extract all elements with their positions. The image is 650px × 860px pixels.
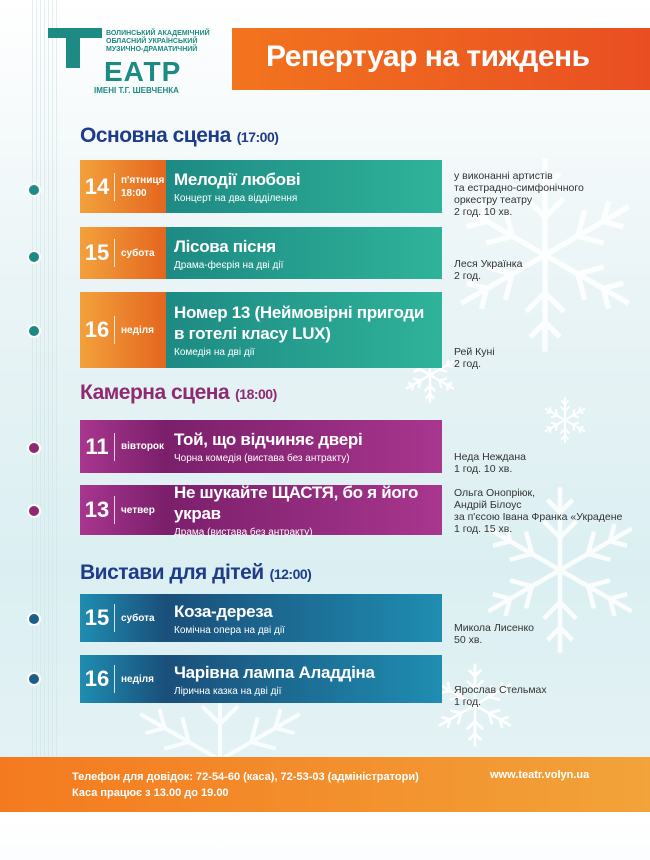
day-number: 15: [84, 240, 110, 265]
website-link[interactable]: www.teatr.volyn.ua: [490, 769, 590, 781]
timeline-dot: [27, 183, 41, 197]
logo-small-text: ВОЛИНСЬКИЙ АКАДЕМІЧНИЙ ОБЛАСНИЙ УКРАЇНСЬКИЙ МУЗИЧНО-ДРАМАТИЧНИЙ: [106, 30, 210, 53]
header: [0, 0, 650, 115]
show-info: [166, 594, 442, 642]
section-time: (18:00): [235, 386, 277, 402]
show-author: Ольга Онопріюк, Андрій Білоус за п'єсою Івана Франка «Украдене 1 год. 15 хв.: [454, 487, 623, 535]
show-title: Чарівна лампа Аладдіна: [174, 662, 375, 682]
page-title: Репертуар на тиждень: [266, 40, 590, 73]
day-number: 14: [84, 173, 110, 199]
show-time: 18:00: [121, 187, 147, 199]
show-title: Той, що відчиняє двері: [174, 430, 363, 449]
title-banner: [232, 28, 650, 90]
show-date: [80, 292, 166, 368]
day-name: п'ятниця 18:00: [121, 174, 165, 199]
show-genre: Лірична казка на дві дії: [174, 685, 282, 697]
section-title-kids: [80, 561, 311, 585]
show-info: [166, 420, 442, 473]
timeline-dot: [27, 441, 41, 455]
timeline-dot: [27, 612, 41, 626]
day-number: 16: [84, 317, 110, 342]
show-row[interactable]: [80, 594, 442, 642]
show-author: Микола Лисенко 50 хв.: [454, 622, 535, 646]
show-genre: Комедія на дві дії: [174, 347, 255, 358]
show-author: Рей Куні 2 год.: [454, 346, 495, 370]
show-genre: Драма (вистава без антракту): [174, 527, 313, 538]
snowflake-icon: [540, 395, 590, 445]
phone-text: Телефон для довідок: 72-54-60 (каса), 72-53-03 (адміністратори): [72, 771, 419, 783]
show-date: [80, 485, 166, 535]
show-row[interactable]: [80, 483, 442, 538]
day-number: 11: [85, 433, 109, 459]
show-info: [166, 227, 442, 279]
box-office-hours: Каса працює з 13.00 до 19.00: [72, 787, 229, 799]
show-info: [166, 655, 442, 703]
show-info: [166, 160, 442, 213]
show-title: Лісова пісня: [174, 236, 276, 256]
section-name: Камерна сцена: [80, 381, 230, 404]
show-date: [80, 655, 166, 703]
day-number: 13: [84, 497, 110, 522]
show-author: Неда Нежданa 1 год. 10 хв.: [454, 451, 527, 475]
section-title-chamber-stage: [80, 381, 277, 405]
logo-big-text: ЕАТР: [104, 56, 182, 87]
footer: [0, 757, 650, 812]
section-time: (17:00): [236, 129, 279, 145]
show-genre: Драма-феєрія на дві дії: [174, 259, 284, 271]
show-date: [80, 160, 166, 213]
show-date: [80, 420, 166, 473]
section-title-main-stage: [80, 124, 278, 148]
show-row[interactable]: [80, 420, 442, 473]
show-row[interactable]: [80, 160, 442, 213]
timeline-dot: [27, 250, 41, 264]
show-title: Коза-дереза: [174, 601, 273, 621]
show-title: Номер 13 (Неймовірні пригоди в готелі класу LUX): [174, 303, 425, 343]
show-info: [166, 292, 442, 368]
show-title: Не шукайте ЩАСТЯ, бо я його украв: [174, 483, 419, 523]
day-name: вівторок: [121, 441, 165, 452]
day-name: четвер: [121, 504, 155, 516]
day-name: неділя: [121, 673, 154, 685]
show-row[interactable]: [80, 227, 442, 279]
show-date: [80, 594, 166, 642]
show-author: Ярослав Стельмах 1 год.: [454, 684, 547, 708]
show-title: Мелодії любові: [174, 170, 301, 189]
logo-subtitle: ІМЕНІ Т.Г. ШЕВЧЕНКА: [94, 86, 179, 95]
show-row[interactable]: [80, 292, 442, 368]
section-name: Вистави для дітей: [80, 561, 264, 584]
show-author: Леся Українка 2 год.: [454, 258, 523, 282]
day-number: 15: [84, 605, 110, 630]
theatre-logo: [48, 28, 218, 98]
section-name: Основна сцена: [80, 124, 231, 147]
day-name: субота: [121, 612, 155, 624]
timeline-dot: [27, 672, 41, 686]
show-date: [80, 227, 166, 279]
contact-info: [72, 769, 419, 801]
show-genre: Концерт на два відділення: [174, 193, 298, 204]
day-name: субота: [121, 247, 155, 259]
day-name: неділя: [121, 324, 154, 336]
show-genre: Чорна комедія (вистава без антракту): [174, 453, 350, 464]
day-number: 16: [84, 666, 110, 691]
show-author: у виконанні артистів та естрадно-симфонічного оркестру театру 2 год. 10 хв.: [454, 170, 584, 218]
timeline-dot: [27, 504, 41, 518]
section-time: (12:00): [269, 566, 312, 582]
show-info: [166, 483, 442, 538]
timeline-dot: [27, 324, 41, 338]
show-genre: Комічна опера на дві дії: [174, 624, 285, 636]
logo-t-icon: [48, 28, 102, 68]
show-row[interactable]: [80, 655, 442, 703]
